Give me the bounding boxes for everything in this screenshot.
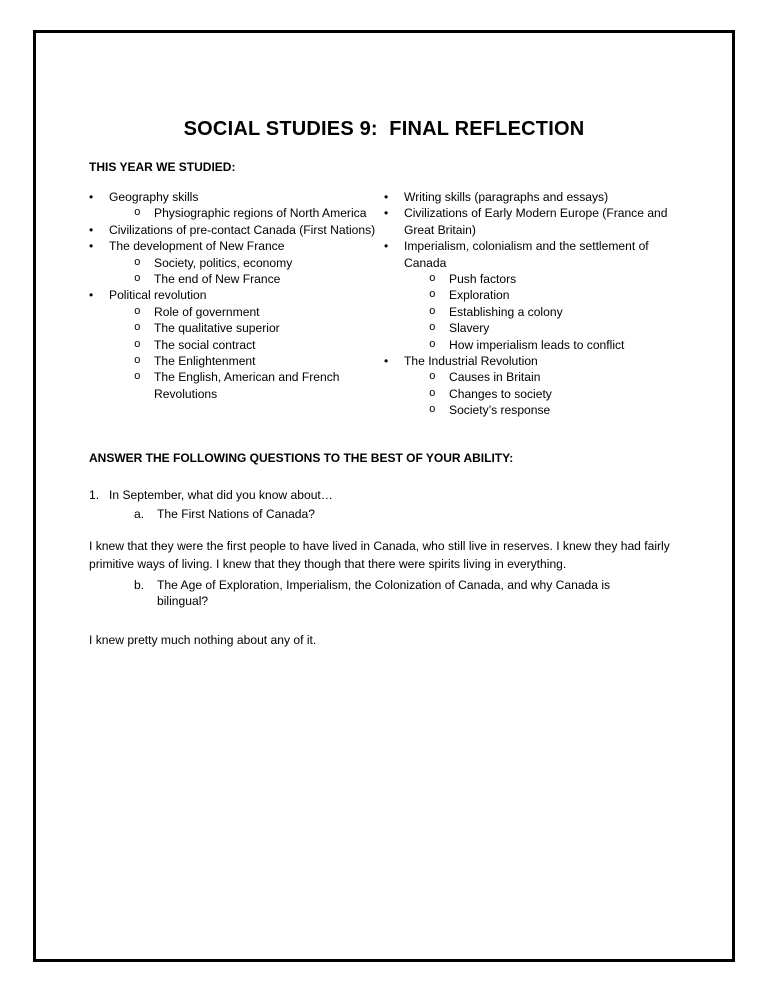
sub-bullet-item bbox=[89, 353, 384, 369]
list-item-text: Imperialism, colonialism and the settlement of Canada bbox=[404, 239, 649, 270]
list-item-text: The development of New France bbox=[109, 239, 285, 254]
circle-bullet-icon: o bbox=[429, 404, 436, 417]
list-item-text: Civilizations of pre-contact Canada (First Nations) bbox=[109, 222, 376, 237]
disc-bullet-icon: • bbox=[89, 222, 94, 237]
bullet-item bbox=[384, 238, 679, 271]
question-1a-text: The First Nations of Canada? bbox=[157, 507, 315, 522]
answer-1b: I knew pretty much nothing about any of it. bbox=[89, 633, 317, 648]
circle-bullet-icon: o bbox=[429, 338, 436, 351]
sub-bullet-item bbox=[384, 271, 679, 287]
circle-bullet-icon: o bbox=[134, 207, 141, 220]
list-item-text: Exploration bbox=[449, 288, 510, 303]
circle-bullet-icon: o bbox=[134, 355, 141, 368]
bullet-item bbox=[89, 222, 384, 238]
list-item-text: Geography skills bbox=[109, 190, 199, 204]
circle-bullet-icon: o bbox=[134, 305, 141, 318]
question-1-text: In September, what did you know about… bbox=[109, 487, 333, 502]
list-item-text: Push factors bbox=[449, 272, 517, 287]
bullet-item bbox=[89, 189, 384, 205]
circle-bullet-icon: o bbox=[429, 371, 436, 384]
disc-bullet-icon: • bbox=[384, 239, 389, 254]
bullet-item bbox=[384, 205, 679, 238]
list-item-text: The Industrial Revolution bbox=[404, 354, 538, 369]
bullet-item bbox=[384, 189, 679, 205]
sub-bullet-item bbox=[384, 304, 679, 320]
bullet-item bbox=[89, 287, 384, 303]
answer-heading: ANSWER THE FOLLOWING QUESTIONS TO THE BEST OF YOUR ABILITY: bbox=[89, 450, 514, 465]
disc-bullet-icon: • bbox=[384, 206, 389, 221]
disc-bullet-icon: • bbox=[89, 288, 94, 303]
list-item-text: Role of government bbox=[154, 304, 260, 319]
question-1b-label: b. bbox=[134, 577, 145, 592]
list-item-text: The end of New France bbox=[154, 272, 281, 287]
circle-bullet-icon: o bbox=[429, 322, 436, 335]
list-item-text: How imperialism leads to conflict bbox=[449, 337, 625, 352]
bullet-item bbox=[384, 353, 679, 369]
studied-list-right bbox=[384, 189, 679, 419]
sub-bullet-item bbox=[89, 369, 384, 402]
list-item-text: The Enlightenment bbox=[154, 354, 256, 369]
sub-bullet-item bbox=[384, 287, 679, 303]
sub-bullet-item bbox=[89, 304, 384, 320]
disc-bullet-icon: • bbox=[384, 354, 389, 369]
question-1a bbox=[89, 506, 679, 522]
question-1b-text: The Age of Exploration, Imperialism, the Colonization of Canada, and why Canada is bilingual? bbox=[157, 577, 611, 608]
answer-1a: I knew that they were the first people to have lived in Canada, who still live in reserves. I knew they had fairly primitive ways of living. I knew that they though that there were spirits living in everything. bbox=[89, 538, 670, 571]
disc-bullet-icon: • bbox=[89, 239, 94, 254]
disc-bullet-icon: • bbox=[89, 190, 94, 204]
circle-bullet-icon: o bbox=[429, 273, 436, 286]
circle-bullet-icon: o bbox=[429, 305, 436, 318]
list-item-text: Society, politics, economy bbox=[154, 255, 293, 270]
disc-bullet-icon: • bbox=[384, 190, 389, 204]
circle-bullet-icon: o bbox=[429, 289, 436, 302]
circle-bullet-icon: o bbox=[134, 322, 141, 335]
page-border bbox=[33, 30, 735, 962]
sub-bullet-item bbox=[89, 255, 384, 271]
studied-lists bbox=[89, 189, 679, 419]
page-title: SOCIAL STUDIES 9: FINAL REFLECTION bbox=[183, 118, 585, 140]
circle-bullet-icon: o bbox=[134, 338, 141, 351]
circle-bullet-icon: o bbox=[429, 387, 436, 400]
list-item-text: Political revolution bbox=[109, 288, 207, 303]
question-1b bbox=[89, 577, 679, 610]
list-item-text: Society’s response bbox=[449, 403, 551, 418]
circle-bullet-icon: o bbox=[134, 273, 141, 286]
sub-bullet-item bbox=[384, 337, 679, 353]
question-1 bbox=[89, 487, 679, 503]
sub-bullet-item bbox=[89, 205, 384, 221]
sub-bullet-item bbox=[384, 386, 679, 402]
list-item-text: Physiographic regions of North America bbox=[154, 206, 367, 221]
circle-bullet-icon: o bbox=[134, 371, 141, 384]
question-1-number: 1. bbox=[89, 487, 100, 502]
list-item-text: Establishing a colony bbox=[449, 304, 563, 319]
list-item-text: The qualitative superior bbox=[154, 321, 280, 336]
question-1a-label: a. bbox=[134, 507, 145, 522]
sub-bullet-item bbox=[384, 402, 679, 418]
studied-list-left bbox=[89, 189, 384, 419]
sub-bullet-item bbox=[384, 369, 679, 385]
list-item-text: The English, American and French Revolutions bbox=[154, 370, 340, 401]
list-item-text: Slavery bbox=[449, 321, 490, 336]
list-item-text: Writing skills (paragraphs and essays) bbox=[404, 190, 609, 204]
sub-bullet-item bbox=[89, 320, 384, 336]
sub-bullet-item bbox=[89, 337, 384, 353]
list-item-text: The social contract bbox=[154, 337, 256, 352]
list-item-text: Causes in Britain bbox=[449, 370, 541, 385]
studied-heading: THIS YEAR WE STUDIED: bbox=[89, 160, 236, 174]
bullet-item bbox=[89, 238, 384, 254]
sub-bullet-item bbox=[89, 271, 384, 287]
sub-bullet-item bbox=[384, 320, 679, 336]
circle-bullet-icon: o bbox=[134, 256, 141, 269]
list-item-text: Changes to society bbox=[449, 386, 552, 401]
list-item-text: Civilizations of Early Modern Europe (France and Great Britain) bbox=[404, 206, 668, 237]
